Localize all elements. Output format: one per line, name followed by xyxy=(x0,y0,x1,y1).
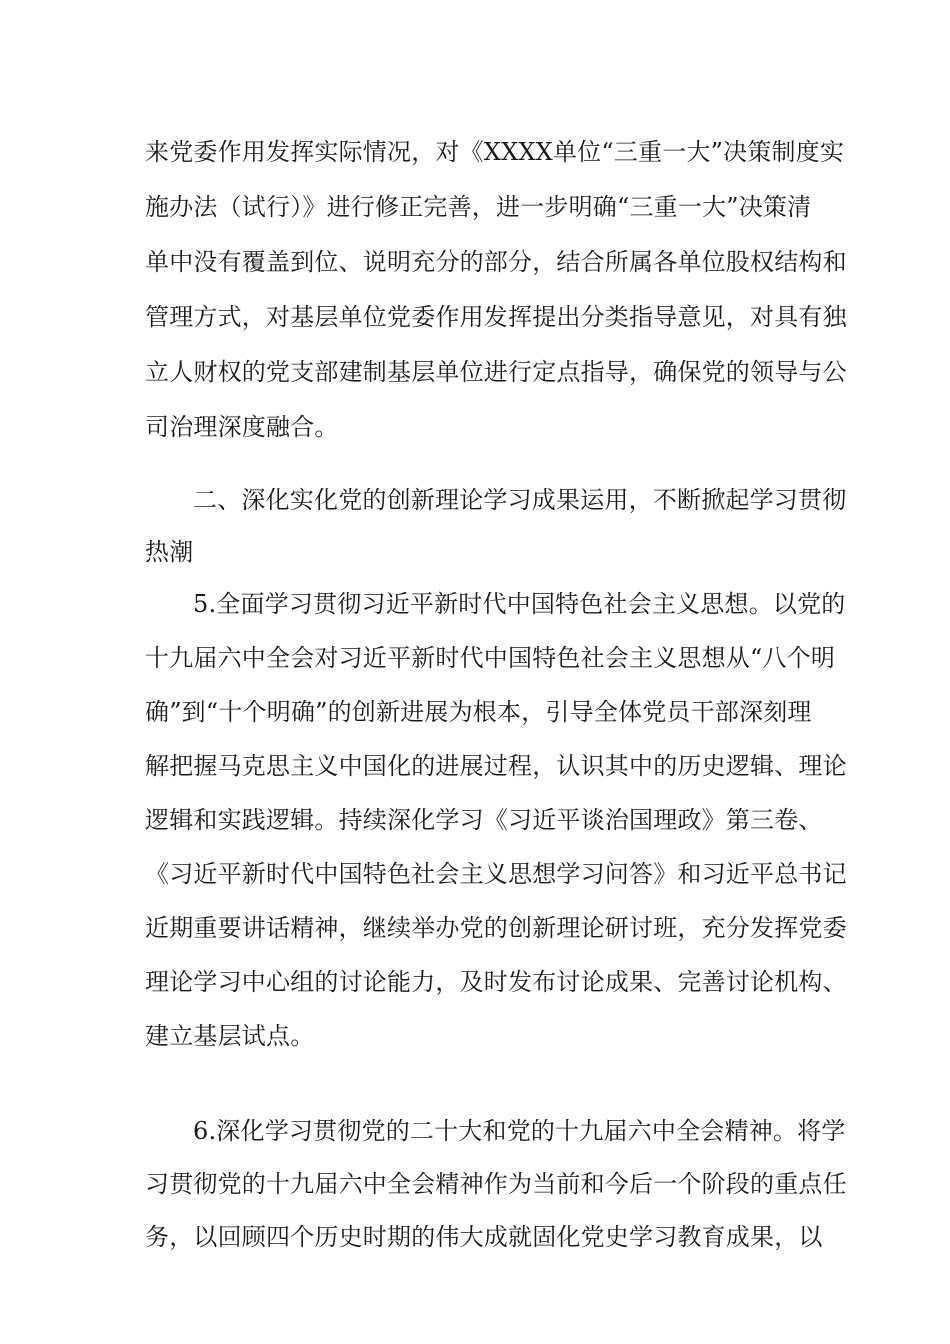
text-line: 建立基层试点。 xyxy=(145,1022,315,1050)
text-line: 理论学习中心组的讨论能力，及时发布讨论成果、完善讨论机构、 xyxy=(145,968,847,996)
text-line: 逻辑和实践逻辑。持续深化学习《习近平谈治国理政》第三卷、 xyxy=(145,806,823,834)
text-line: 立人财权的党支部建制基层单位进行定点指导，确保党的领导与公 xyxy=(145,358,847,386)
text-line: 确”到“十个明确”的创新进展为根本，引导全体党员干部深刻理 xyxy=(145,698,812,726)
heading-line: 热潮 xyxy=(145,538,194,566)
text-line: 务，以回顾四个历史时期的伟大成就固化党史学习教育成果，以 xyxy=(145,1223,823,1251)
text-line: 单中没有覆盖到位、说明充分的部分，结合所属各单位股权结构和 xyxy=(145,248,847,276)
heading-line: 二、深化实化党的创新理论学习成果运用，不断掀起学习贯彻 xyxy=(193,486,847,514)
text-line: 管理方式，对基层单位党委作用发挥提出分类指导意见，对具有独 xyxy=(145,303,847,331)
text-line: 习贯彻党的十九届六中全会精神作为当前和今后一个阶段的重点任 xyxy=(145,1170,847,1198)
text-line: 解把握马克思主义中国化的进展过程，认识其中的历史逻辑、理论 xyxy=(145,752,847,780)
text-line: 施办法（试行）》进行修正完善，进一步明确“三重一大”决策清 xyxy=(145,193,812,221)
text-line: 近期重要讲话精神，继续举办党的创新理论研讨班，充分发挥党委 xyxy=(145,914,847,942)
text-line: 来党委作用发挥实际情况，对《XXXX单位“三重一大”决策制度实 xyxy=(145,138,845,166)
text-line: 6.深化学习贯彻党的二十大和党的十九届六中全会精神。将学 xyxy=(193,1117,846,1145)
text-line: 十九届六中全会对习近平新时代中国特色社会主义思想从“八个明 xyxy=(145,644,836,672)
text-line: 司治理深度融合。 xyxy=(145,413,339,441)
text-line: 《习近平新时代中国特色社会主义思想学习问答》和习近平总书记 xyxy=(145,860,847,888)
text-line: 5.全面学习贯彻习近平新时代中国特色社会主义思想。以党的 xyxy=(193,590,846,618)
